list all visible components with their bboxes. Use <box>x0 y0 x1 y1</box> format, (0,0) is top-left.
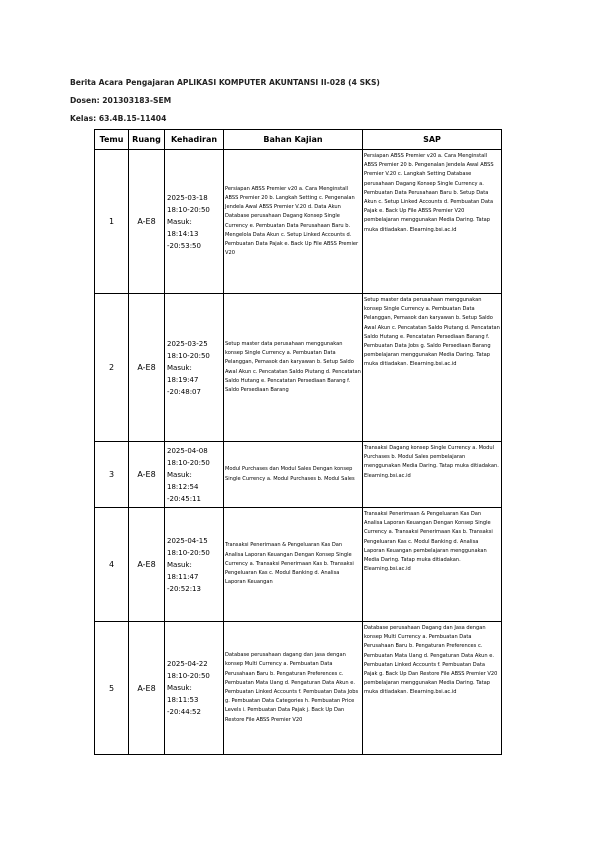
header-ruang: Ruang <box>129 130 165 150</box>
header-sap: SAP <box>363 130 502 150</box>
cell-sap: Persiapan ABSS Premier v20 a. Cara Menginstall ABSS Premier 20 b. Pengenalan Jendela Awal ABSS Premier V.20 c. Langkah Setting Database perusahaan Dagang Konsep Single Currency a. Pembuatan Data Perusahaan Baru b. Setup Data Akun c. Setup Linked Accounts d. Pembuatan Data Pajak e. Back Up File ABSS Premier V20 pembelajaran menggunakan Media Daring. Tatap muka ditiadakan. Elearning.bsi.ac.id <box>363 150 502 294</box>
cell-ruang: A-E8 <box>129 294 165 442</box>
cell-temu: 3 <box>95 442 129 508</box>
cell-sap: Transaksi Penerimaan & Pengeluaran Kas Dan Analisa Laporan Keuangan Dengan Konsep Single Currency a. Transaksi Penerimaan Kas b. Transaksi Pengeluaran Kas c. Modul Banking d. Analisa Laporan Keuangan pembelajaran menggunakan Media Daring. Tatap muka ditiadakan. Elearning.bsi.ac.id <box>363 508 502 622</box>
cell-ruang: A-E8 <box>129 508 165 622</box>
cell-kehadiran: 2025-03-18 18:10-20:50 Masuk: 18:14:13 -20:53:50 <box>165 150 224 294</box>
header-temu: Temu <box>95 130 129 150</box>
document-title: Berita Acara Pengajaran APLIKASI KOMPUTER AKUNTANSI II-028 (4 SKS) <box>70 78 380 87</box>
cell-temu: 1 <box>95 150 129 294</box>
header-bahan-kajian: Bahan Kajian <box>224 130 363 150</box>
cell-bahan-kajian: Persiapan ABSS Premier v20 a. Cara Menginstall ABSS Premier 20 b. Langkah Setting c. Pengenalan Jendela Awal ABSS Premier V.20 d. Data Akun Database perusahaan Dagang Konsep Single Currency e. Pembuatan Data Perusahaan Baru b. Mengelola Data Akun c. Setup Linked Accounts d. Pembuatan Data Pajak e. Back Up File ABSS Premier V20 <box>224 150 363 294</box>
cell-bahan-kajian: Database perusahaan dagang dan jasa dengan konsep Multi Currency a. Pembuatan Data Perusahaan Baru b. Pengaturan Preferences c. Pembuatan Mata Uang d. Pengaturan Data Akun e. Pembuatan Linked Accounts f. Pembuatan Data Jobs g. Pembuatan Data Categories h. Pembuatan Price Levels i. Pembuatan Data Pajak j. Back Up Dan Restore File ABSS Premier V20 <box>224 622 363 755</box>
cell-ruang: A-E8 <box>129 442 165 508</box>
cell-ruang: A-E8 <box>129 150 165 294</box>
lecturer-line: Dosen: 201303183-SEM <box>70 96 172 105</box>
table-row <box>95 294 502 442</box>
cell-kehadiran: 2025-04-22 18:10-20:50 Masuk: 18:11:53 -20:44:52 <box>165 622 224 755</box>
table-row <box>95 150 502 294</box>
table-row <box>95 508 502 622</box>
cell-ruang: A-E8 <box>129 622 165 755</box>
table-header-row <box>95 130 502 150</box>
cell-bahan-kajian: Modul Purchases dan Modul Sales Dengan konsep Single Currency a. Modul Purchases b. Modul Sales <box>224 442 363 508</box>
cell-temu: 2 <box>95 294 129 442</box>
cell-sap: Database perusahaan Dagang dan Jasa dengan konsep Multi Currency a. Pembuatan Data Perusahaan Baru b. Pengaturan Preferences c. Pembuatan Mata Uang d. Pengaturan Data Akun e. Pembuatan Linked Accounts f. Pembuatan Data Pajak g. Back Up Dan Restore File ABSS Premier V20 pembelajaran menggunakan Media Daring. Tatap muka ditiadakan. Elearning.bsi.ac.id <box>363 622 502 755</box>
cell-kehadiran: 2025-04-15 18:10-20:50 Masuk: 18:11:47 -20:52:13 <box>165 508 224 622</box>
cell-bahan-kajian: Transaksi Penerimaan & Pengeluaran Kas Dan Analisa Laporan Keuangan Dengan Konsep Single Currency a. Transaksi Penerimaan Kas b. Transaksi Pengeluaran Kas c. Modul Banking d. Analisa Laporan Keuangan <box>224 508 363 622</box>
table-row <box>95 442 502 508</box>
cell-temu: 4 <box>95 508 129 622</box>
cell-kehadiran: 2025-03-25 18:10-20:50 Masuk: 18:19:47 -20:48:07 <box>165 294 224 442</box>
teaching-report-table <box>94 129 502 755</box>
cell-bahan-kajian: Setup master data perusahaan menggunakan konsep Single Currency a. Pembuatan Data Pelanggan, Pemasok dan karyawan b. Setup Saldo Awal Akun c. Pencatatan Saldo Piutang d. Pencatatan Saldo Hutang e. Pencatatan Persediaan Barang f. Saldo Persediaan Barang <box>224 294 363 442</box>
cell-kehadiran: 2025-04-08 18:10-20:50 Masuk: 18:12:54 -20:45:11 <box>165 442 224 508</box>
table-row <box>95 622 502 755</box>
cell-sap: Transaksi Dagang konsep Single Currency a. Modul Purchases b. Modul Sales pembelajaran menggunakan Media Daring. Tatap muka ditiadakan. Elearning.bsi.ac.id <box>363 442 502 508</box>
header-kehadiran: Kehadiran <box>165 130 224 150</box>
cell-sap: Setup master data perusahaan menggunakan konsep Single Currency a. Pembuatan Data Pelanggan, Pemasok dan karyawan b. Setup Saldo Awal Akun c. Pencatatan Saldo Piutang d. Pencatatan Saldo Hutang e. Pencatatan Persediaan Barang f. Pembuatan Data Jobs g. Saldo Persediaan Barang pembelajaran menggunakan Media Daring. Tatap muka ditiadakan. Elearning.bsi.ac.id <box>363 294 502 442</box>
class-line: Kelas: 63.4B.15-11404 <box>70 114 167 123</box>
cell-temu: 5 <box>95 622 129 755</box>
